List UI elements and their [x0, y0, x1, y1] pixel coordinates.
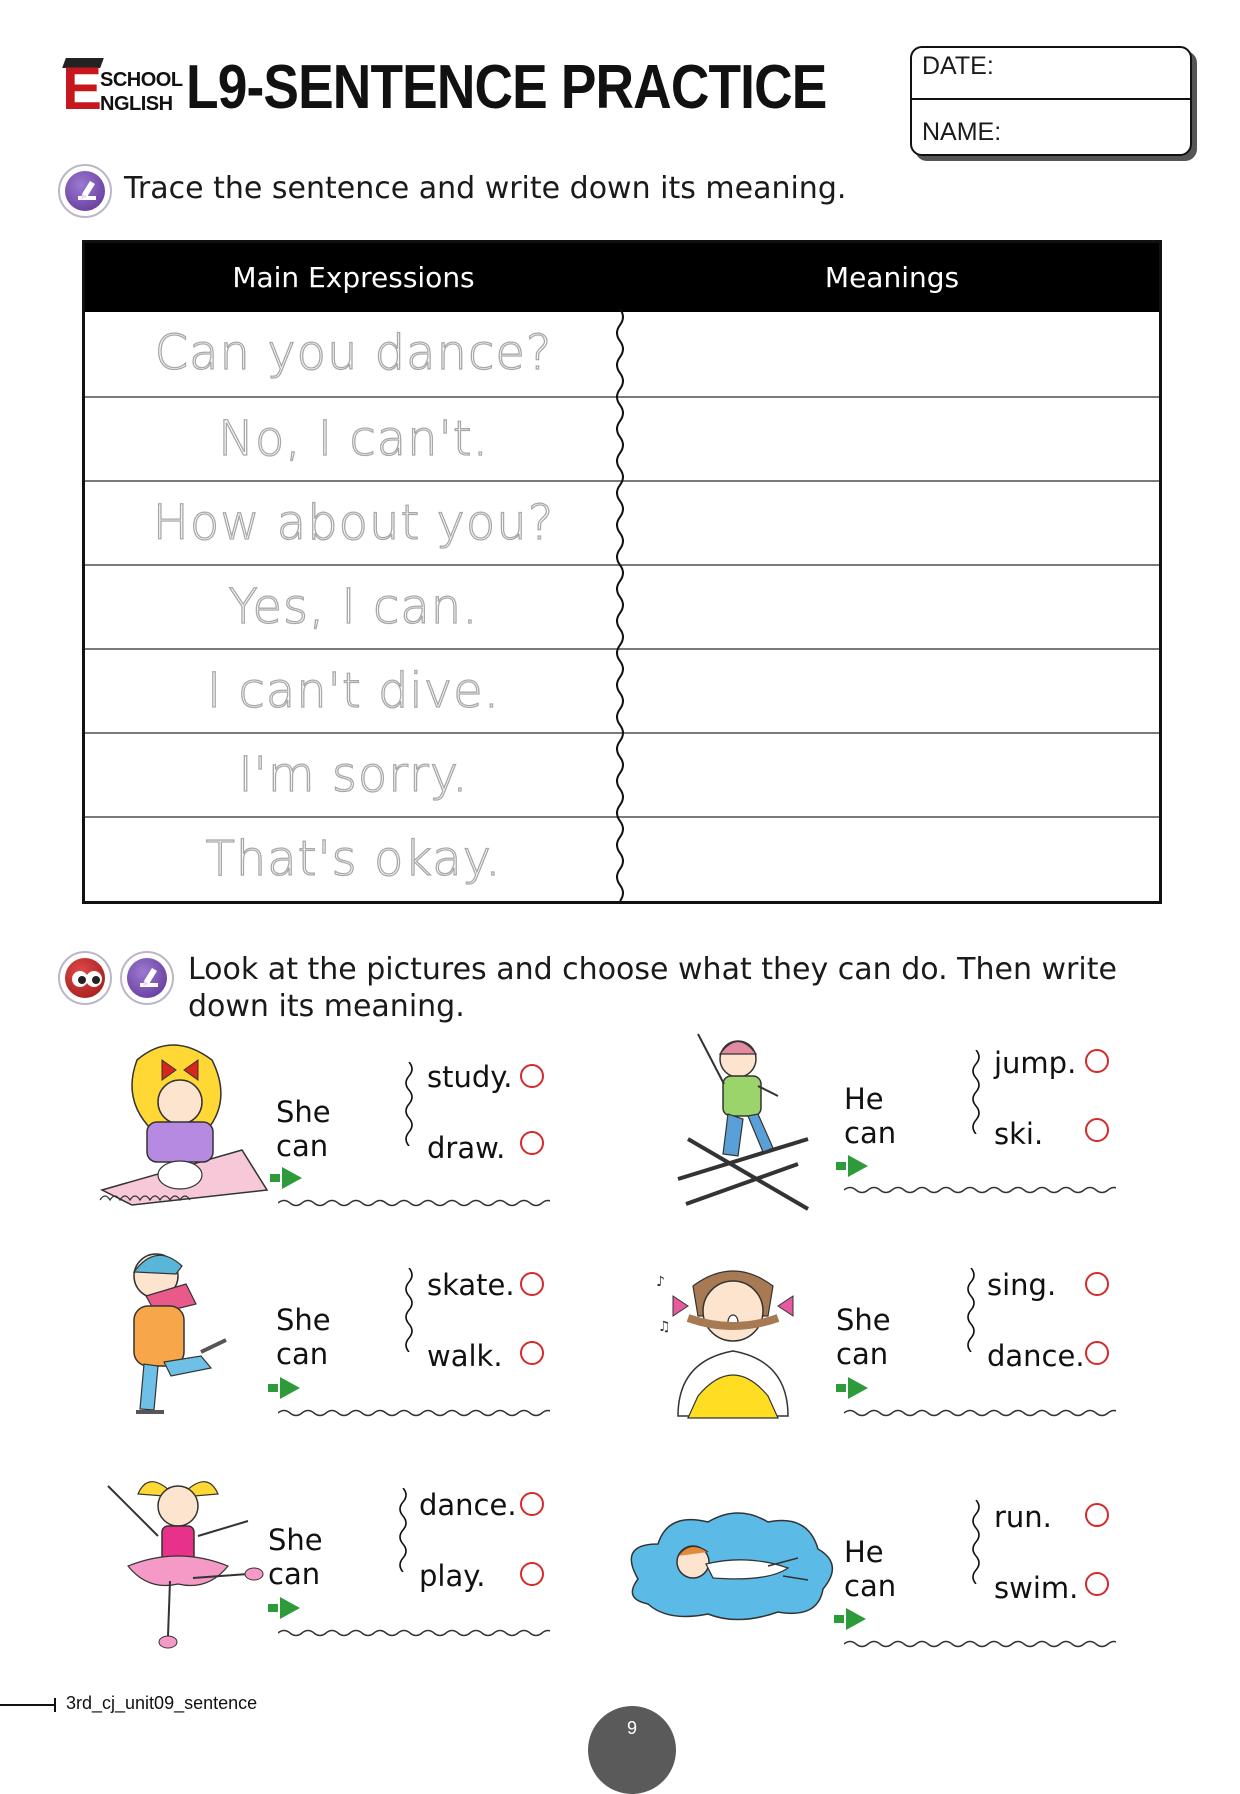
trace-expression: I can't dive. — [207, 663, 500, 719]
pencil-icon — [120, 951, 174, 1005]
answer-circle[interactable] — [1085, 1272, 1109, 1296]
page-title: L9-SENTENCE PRACTICE — [186, 53, 827, 122]
sentence-prefix: She can — [268, 1523, 323, 1591]
sentence-prefix: She can — [836, 1303, 891, 1371]
date-field[interactable] — [912, 48, 1190, 100]
brace-divider — [401, 1268, 417, 1352]
school-english-logo: E SCHOOL NGLISH — [62, 55, 183, 122]
trace-expression: That's okay. — [205, 831, 502, 887]
date-name-box — [910, 46, 1192, 156]
brace-divider — [968, 1500, 984, 1584]
option-text: sing. — [987, 1268, 1057, 1302]
sentence-prefix: She can — [276, 1095, 331, 1163]
girl-dancing-illustration — [98, 1466, 268, 1656]
footer-code: 3rd_cj_unit09_sentence — [66, 1693, 258, 1713]
answer-circle[interactable] — [1085, 1572, 1109, 1596]
answer-circle[interactable] — [520, 1064, 544, 1088]
sentence-prefix: He can — [844, 1535, 897, 1603]
answer-circle[interactable] — [520, 1131, 544, 1155]
meaning-input[interactable] — [625, 818, 1159, 900]
trace-expression: Can you dance? — [154, 325, 553, 381]
eyes-icon — [58, 951, 112, 1005]
option-text: ski. — [994, 1117, 1044, 1151]
green-arrow-icon — [834, 1606, 868, 1632]
meaning-input[interactable] — [625, 566, 1159, 648]
svg-text:♫: ♫ — [658, 1319, 671, 1335]
green-arrow-icon — [836, 1153, 870, 1179]
green-arrow-icon — [268, 1595, 302, 1621]
footer-rule — [0, 1704, 54, 1706]
option-text: jump. — [994, 1046, 1077, 1080]
trace-expression: How about you? — [152, 495, 555, 551]
brace-divider — [963, 1268, 979, 1352]
table-header — [85, 243, 1159, 312]
meaning-input[interactable] — [625, 482, 1159, 564]
answer-line[interactable] — [278, 1626, 550, 1640]
green-arrow-icon — [270, 1165, 304, 1191]
boy-swimming-illustration — [618, 1504, 844, 1626]
sentence-prefix: She can — [276, 1303, 331, 1371]
green-arrow-icon — [268, 1375, 302, 1401]
meaning-input[interactable] — [625, 734, 1159, 816]
trace-expression: I'm sorry. — [238, 747, 469, 803]
footer-tick — [54, 1698, 56, 1712]
option-text: draw. — [427, 1131, 506, 1165]
option-text: walk. — [427, 1339, 503, 1373]
pencil-icon — [58, 164, 112, 218]
option-text: study. — [427, 1060, 513, 1094]
col-meanings-header: Meanings — [824, 261, 960, 294]
option-text: run. — [994, 1500, 1052, 1534]
answer-line[interactable] — [278, 1406, 550, 1420]
answer-circle[interactable] — [1085, 1503, 1109, 1527]
answer-circle[interactable] — [520, 1492, 544, 1516]
name-field[interactable] — [912, 100, 1190, 152]
girl-singing-illustration — [648, 1256, 818, 1426]
brace-divider — [968, 1050, 984, 1134]
answer-circle[interactable] — [1085, 1341, 1109, 1365]
answer-circle[interactable] — [1085, 1118, 1109, 1142]
date-label: DATE: — [922, 52, 994, 80]
meaning-input[interactable] — [625, 312, 1159, 394]
brace-divider — [395, 1488, 411, 1572]
answer-line[interactable] — [844, 1406, 1116, 1420]
option-text: swim. — [994, 1571, 1079, 1605]
answer-line[interactable] — [844, 1183, 1116, 1197]
page-number: 9 — [588, 1706, 676, 1794]
section1-instruction: Trace the sentence and write down its meaning. — [124, 171, 847, 206]
brace-divider — [401, 1062, 417, 1146]
section2-instruction-line2: down its meaning. — [188, 989, 465, 1024]
answer-circle[interactable] — [1085, 1049, 1109, 1073]
answer-circle[interactable] — [520, 1562, 544, 1586]
svg-text:♪: ♪ — [656, 1274, 665, 1290]
boy-skiing-illustration — [668, 1024, 818, 1214]
option-text: dance. — [987, 1339, 1085, 1373]
option-text: skate. — [427, 1268, 515, 1302]
girl-skating-illustration — [116, 1244, 246, 1434]
section2-instruction-line1: Look at the pictures and choose what they can do. Then write — [188, 952, 1117, 987]
meaning-input[interactable] — [625, 650, 1159, 732]
girl-drawing-illustration — [92, 1040, 272, 1216]
meaning-input[interactable] — [625, 398, 1159, 480]
sentence-prefix: He can — [844, 1082, 897, 1150]
option-text: play. — [419, 1559, 486, 1593]
answer-circle[interactable] — [520, 1272, 544, 1296]
col-expressions-header: Main Expressions — [232, 261, 475, 294]
trace-expression: Yes, I can. — [228, 579, 479, 635]
answer-line[interactable] — [844, 1637, 1116, 1651]
answer-line[interactable] — [278, 1196, 550, 1210]
answer-circle[interactable] — [520, 1341, 544, 1365]
trace-expression: No, I can't. — [218, 411, 489, 467]
name-label: NAME: — [922, 118, 1002, 146]
option-text: dance. — [419, 1488, 517, 1522]
green-arrow-icon — [836, 1375, 870, 1401]
wavy-column-divider — [613, 309, 627, 901]
